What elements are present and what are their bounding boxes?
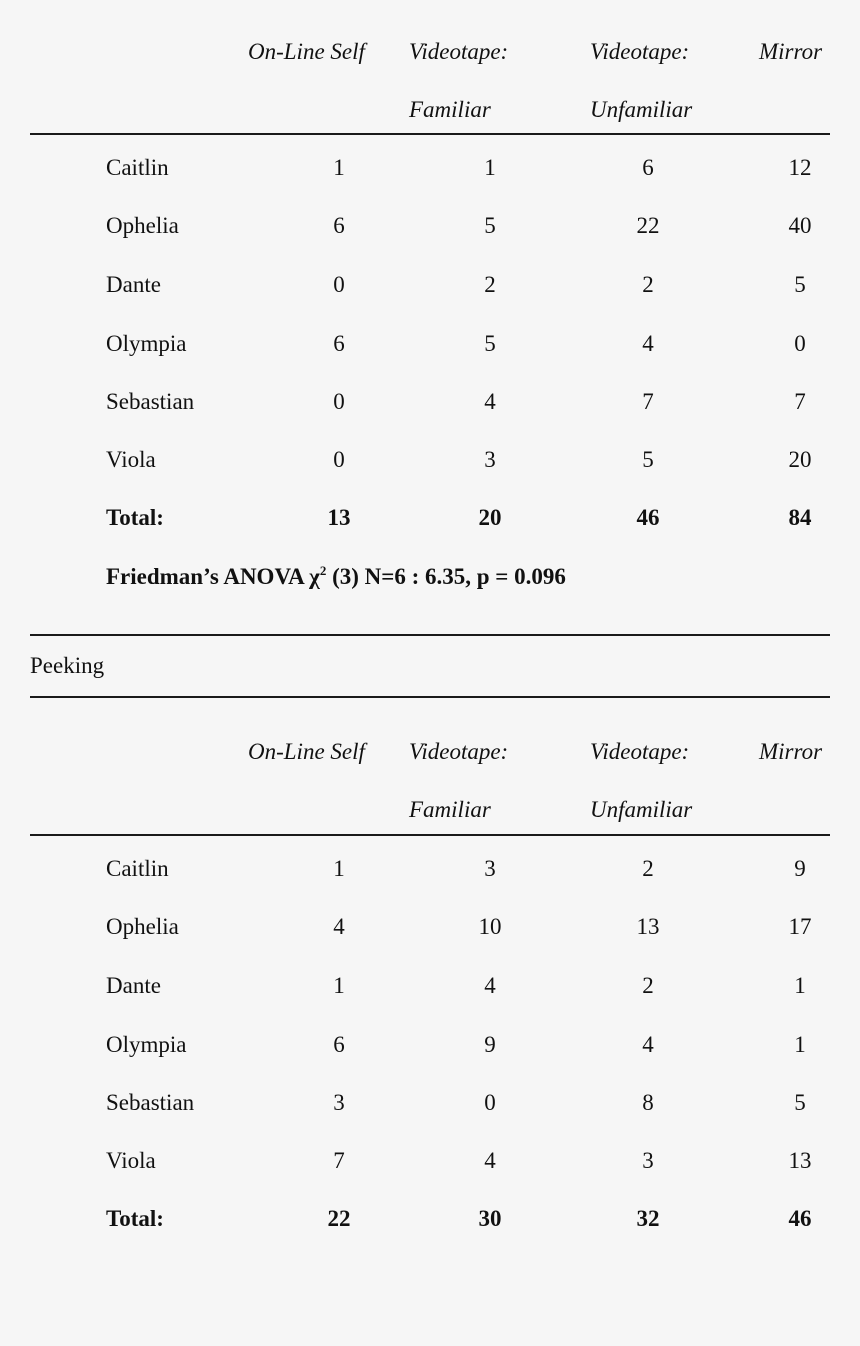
total-label: Total:: [106, 505, 164, 530]
col-header-videotape-unfamiliar: Videotape:: [590, 739, 690, 764]
col-header-familiar-line2: Familiar: [409, 97, 491, 122]
cell-online-self: 1: [333, 973, 345, 998]
row-name: Olympia: [106, 331, 187, 356]
cell-mirror: 40: [788, 213, 812, 238]
total-videotape-unfamiliar: 46: [636, 505, 660, 530]
total-online-self: 13: [327, 505, 351, 530]
cell-videotape-unfamiliar: 3: [642, 1148, 654, 1173]
stat-suffix: (3) N=6 : 6.35, p = 0.096: [326, 564, 566, 589]
col-header-mirror: Mirror: [759, 39, 823, 64]
cell-mirror: 5: [794, 272, 806, 297]
cell-mirror: 0: [794, 331, 806, 356]
cell-videotape-familiar: 1: [484, 155, 496, 180]
cell-online-self: 0: [333, 272, 345, 297]
col-header-unfamiliar-line2: Unfamiliar: [590, 97, 693, 122]
cell-mirror: 17: [788, 914, 812, 939]
cell-mirror: 9: [794, 856, 806, 881]
cell-videotape-unfamiliar: 6: [642, 155, 654, 180]
stat-superscript: 2: [319, 563, 327, 578]
header-divider: [30, 133, 830, 135]
cell-mirror: 12: [788, 155, 812, 180]
cell-videotape-familiar: 4: [484, 1148, 496, 1173]
cell-videotape-unfamiliar: 7: [642, 389, 654, 414]
cell-mirror: 20: [788, 447, 812, 472]
col-header-online-self: On-Line Self: [248, 39, 365, 64]
section-label-peeking: Peeking: [30, 653, 105, 678]
cell-videotape-unfamiliar: 2: [642, 272, 654, 297]
cell-online-self: 4: [333, 914, 345, 939]
friedman-anova-stat: [106, 565, 566, 588]
cell-online-self: 0: [333, 389, 345, 414]
cell-online-self: 1: [333, 856, 345, 881]
cell-mirror: 13: [788, 1148, 812, 1173]
cell-videotape-familiar: 4: [484, 389, 496, 414]
col-header-mirror: Mirror: [759, 739, 823, 764]
stat-prefix: Friedman’s ANOVA χ: [106, 564, 320, 589]
cell-videotape-unfamiliar: 13: [636, 914, 660, 939]
cell-videotape-familiar: 2: [484, 272, 496, 297]
header-divider: [30, 834, 830, 836]
row-name: Viola: [106, 1148, 156, 1173]
total-mirror: 84: [788, 505, 812, 530]
col-header-unfamiliar-line2: Unfamiliar: [590, 797, 693, 822]
cell-videotape-unfamiliar: 2: [642, 973, 654, 998]
col-header-online-self: On-Line Self: [248, 739, 365, 764]
cell-videotape-familiar: 4: [484, 973, 496, 998]
cell-videotape-unfamiliar: 22: [636, 213, 660, 238]
row-name: Ophelia: [106, 213, 179, 238]
row-name: Caitlin: [106, 155, 169, 180]
row-name: Olympia: [106, 1032, 187, 1057]
col-header-videotape-unfamiliar: Videotape:: [590, 39, 690, 64]
cell-videotape-unfamiliar: 4: [642, 1032, 654, 1057]
row-name: Viola: [106, 447, 156, 472]
row-name: Sebastian: [106, 1090, 195, 1115]
cell-online-self: 7: [333, 1148, 345, 1173]
total-label: Total:: [106, 1206, 164, 1231]
row-name: Dante: [106, 973, 161, 998]
cell-mirror: 1: [794, 973, 806, 998]
cell-videotape-unfamiliar: 4: [642, 331, 654, 356]
cell-videotape-unfamiliar: 8: [642, 1090, 654, 1115]
col-header-videotape-familiar: Videotape:: [409, 39, 509, 64]
row-name: Dante: [106, 272, 161, 297]
cell-videotape-unfamiliar: 2: [642, 856, 654, 881]
cell-videotape-familiar: 5: [484, 331, 496, 356]
row-name: Caitlin: [106, 856, 169, 881]
total-videotape-familiar: 30: [478, 1206, 502, 1231]
section-divider-top: [30, 634, 830, 636]
total-mirror: 46: [788, 1206, 812, 1231]
cell-videotape-familiar: 5: [484, 213, 496, 238]
cell-mirror: 5: [794, 1090, 806, 1115]
cell-online-self: 1: [333, 155, 345, 180]
cell-online-self: 6: [333, 331, 345, 356]
col-header-familiar-line2: Familiar: [409, 797, 491, 822]
total-online-self: 22: [327, 1206, 351, 1231]
cell-online-self: 6: [333, 213, 345, 238]
cell-online-self: 3: [333, 1090, 345, 1115]
cell-videotape-unfamiliar: 5: [642, 447, 654, 472]
total-videotape-unfamiliar: 32: [636, 1206, 660, 1231]
cell-online-self: 6: [333, 1032, 345, 1057]
cell-videotape-familiar: 3: [484, 447, 496, 472]
cell-videotape-familiar: 10: [478, 914, 502, 939]
row-name: Ophelia: [106, 914, 179, 939]
section-divider-bottom: [30, 696, 830, 698]
cell-online-self: 0: [333, 447, 345, 472]
cell-videotape-familiar: 3: [484, 856, 496, 881]
cell-mirror: 1: [794, 1032, 806, 1057]
total-videotape-familiar: 20: [478, 505, 502, 530]
row-name: Sebastian: [106, 389, 195, 414]
cell-videotape-familiar: 0: [484, 1090, 496, 1115]
cell-mirror: 7: [794, 389, 806, 414]
cell-videotape-familiar: 9: [484, 1032, 496, 1057]
col-header-videotape-familiar: Videotape:: [409, 739, 509, 764]
